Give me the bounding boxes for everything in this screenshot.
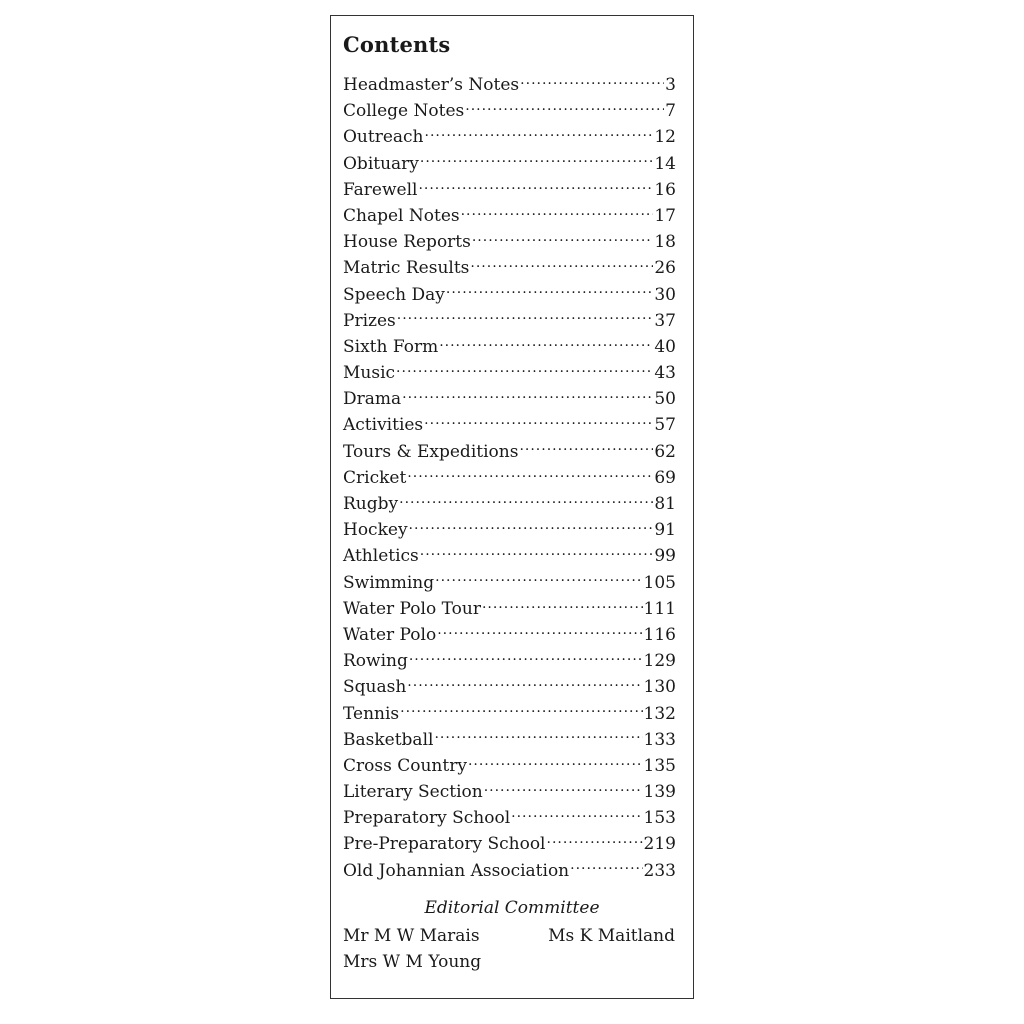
toc-entry [343,360,676,386]
dot-leader [418,178,653,195]
toc-entry [343,203,676,229]
toc-entry-title: Preparatory School [343,808,511,829]
dot-leader [511,806,642,823]
toc-entry [343,543,676,569]
toc-entry [343,255,676,281]
toc-entry-page: 116 [643,624,676,645]
toc-entry-title: Drama [343,389,402,410]
toc-entry-page: 139 [643,782,676,803]
contents-box [330,15,694,999]
dot-leader [407,466,653,483]
dot-leader [519,440,653,457]
toc-entry-page: 133 [643,729,676,750]
dot-leader [434,728,642,745]
dot-leader [399,492,653,509]
committee-member: Mrs W M Young [343,952,482,972]
dot-leader [465,99,664,116]
toc-entry-title: House Reports [343,232,471,253]
toc-entry-title: Old Johannian Association [343,860,570,881]
dot-leader [468,754,643,771]
toc-entry [343,151,676,177]
committee-member: Mr M W Marais [343,926,480,946]
toc-entry-title: Activities [343,415,424,436]
toc-entry-title: Cricket [343,467,407,488]
toc-entry [343,596,676,622]
toc-entry-page: 18 [654,232,676,253]
dot-leader [420,152,653,169]
toc-entry-title: Tennis [343,703,400,724]
toc-entry [343,701,676,727]
toc-entry [343,570,676,596]
dot-leader [437,623,642,640]
toc-entry-page: 105 [643,572,676,593]
toc-entry-title: Cross Country [343,755,467,776]
toc-entry-page: 16 [654,179,676,200]
toc-entry [343,517,676,543]
toc-entry-page: 17 [654,205,676,226]
toc-entry-title: Water Polo Tour [343,598,481,619]
toc-entry [343,177,676,203]
toc-entry-title: Obituary [343,153,419,174]
editorial-committee-title: Editorial Committee [424,898,600,918]
toc-entry-page: 50 [654,389,676,410]
toc-entry-title: Rugby [343,494,399,514]
toc-entry [343,98,676,124]
toc-entry [343,229,676,255]
toc-entry-page: 14 [654,153,676,174]
toc-entry-title: Headmaster’s Notes [343,75,520,95]
toc-entry-title: Rowing [343,651,408,672]
toc-entry-page: 99 [654,546,676,567]
dot-leader [520,73,664,90]
toc-entry-page: 7 [665,101,676,122]
toc-entry-title: Music [343,363,396,384]
toc-entry-page: 111 [643,598,676,619]
dot-leader [439,335,653,352]
toc-entry-title: Matric Results [343,258,470,279]
dot-leader [402,387,653,404]
dot-leader [472,230,654,247]
toc-entry-page: 81 [654,494,676,514]
toc-entry-page: 30 [654,284,676,305]
dot-leader [482,597,643,614]
dot-leader [435,571,642,588]
toc-entry-title: Athletics [343,546,419,567]
toc-entry-title: College Notes [343,101,465,122]
toc-entry-page: 219 [643,834,676,855]
toc-entry [343,491,676,517]
toc-entry-title: Prizes [343,310,396,331]
toc-entry [343,412,676,438]
dot-leader [400,702,642,719]
toc-entry-title: Water Polo [343,624,437,645]
toc-entry [343,674,676,700]
contents-list [343,72,676,884]
toc-entry-page: 62 [654,441,676,462]
dot-leader [425,125,654,142]
toc-entry [343,334,676,360]
toc-entry [343,439,676,465]
toc-entry [343,753,676,779]
toc-entry-page: 130 [643,677,676,698]
toc-entry-title: Hockey [343,520,408,541]
toc-entry [343,805,676,831]
toc-entry [343,72,676,98]
toc-entry-title: Speech Day [343,284,445,305]
toc-entry [343,308,676,334]
toc-entry [343,124,676,150]
toc-entry [343,386,676,412]
toc-entry-title: Outreach [343,127,424,148]
toc-entry-page: 91 [654,520,676,541]
toc-entry [343,779,676,805]
toc-entry [343,622,676,648]
toc-entry [343,282,676,308]
dot-leader [397,309,654,326]
dot-leader [396,361,653,378]
dot-leader [484,780,643,797]
toc-entry-page: 26 [654,258,676,279]
dot-leader [570,859,642,876]
dot-leader [547,832,643,849]
toc-entry-page: 12 [654,127,676,148]
dot-leader [409,518,654,535]
toc-entry-page: 69 [654,467,676,488]
toc-entry [343,648,676,674]
toc-entry [343,727,676,753]
dot-leader [461,204,654,221]
dot-leader [420,544,654,561]
toc-entry [343,858,676,884]
toc-entry-page: 40 [654,336,676,357]
dot-leader [407,675,642,692]
toc-entry-page: 233 [643,860,676,881]
contents-heading: Contents [343,32,451,57]
toc-entry-title: Tours & Expeditions [343,441,519,462]
toc-entry-title: Chapel Notes [343,205,460,226]
toc-entry-page: 37 [654,310,676,331]
toc-entry-page: 43 [654,363,676,384]
toc-entry-title: Pre-Preparatory School [343,834,546,855]
committee-member: Ms K Maitland [548,926,675,946]
toc-entry [343,465,676,491]
dot-leader [424,413,653,430]
toc-entry-page: 57 [654,415,676,436]
toc-entry-page: 132 [643,703,676,724]
toc-entry-page: 135 [643,755,676,776]
toc-entry-title: Farewell [343,179,418,200]
toc-entry-title: Swimming [343,572,435,593]
toc-entry [343,831,676,857]
toc-entry-title: Basketball [343,729,434,750]
toc-entry-title: Squash [343,677,407,698]
toc-entry-title: Sixth Form [343,336,439,357]
dot-leader [446,283,653,300]
toc-entry-page: 3 [665,75,676,95]
dot-leader [470,256,653,273]
dot-leader [409,649,643,666]
toc-entry-title: Literary Section [343,782,483,803]
toc-entry-page: 153 [643,808,676,829]
toc-entry-page: 129 [643,651,676,672]
